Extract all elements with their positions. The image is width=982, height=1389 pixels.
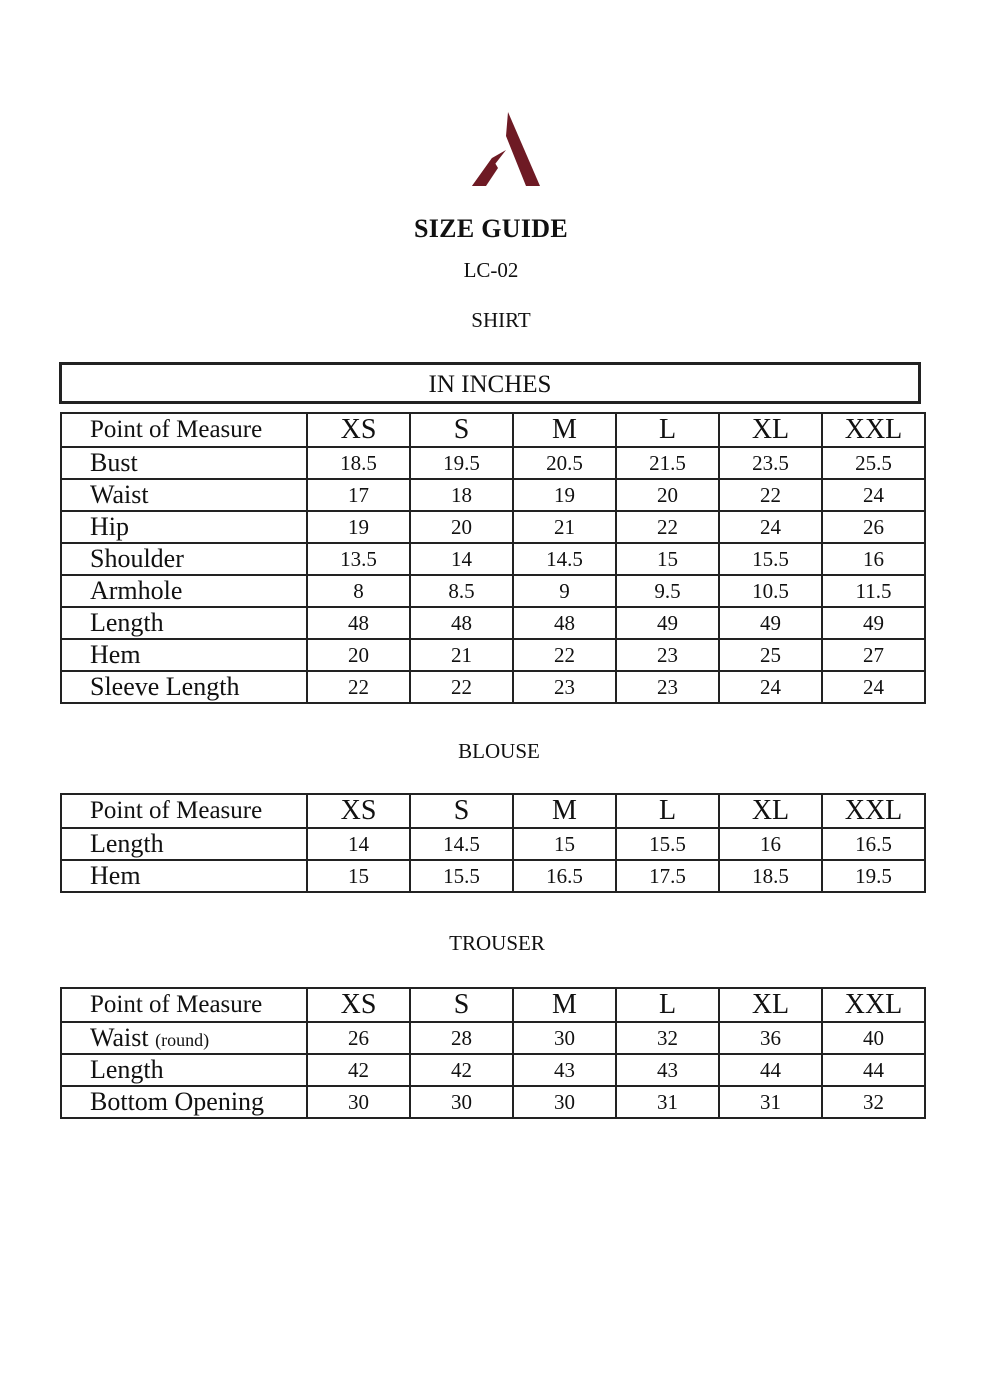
size-header: XL [719,413,822,447]
measure-value: 42 [307,1054,410,1086]
table-row [61,639,925,671]
table-header-row [61,988,925,1022]
units-banner: IN INCHES [59,362,921,404]
measure-value: 14.5 [513,543,616,575]
measure-value: 24 [822,671,925,703]
measure-value: 44 [822,1054,925,1086]
table-row [61,575,925,607]
measure-value: 19 [307,511,410,543]
table-row [61,1054,925,1086]
measure-value: 16 [822,543,925,575]
measure-value: 16.5 [513,860,616,892]
measure-value: 23 [616,671,719,703]
measure-value: 32 [822,1086,925,1118]
measure-name [61,860,307,892]
size-header: M [513,794,616,828]
size-header: XL [719,794,822,828]
measure-label: Waist [90,480,149,509]
measure-value: 15.5 [616,828,719,860]
table-row [61,543,925,575]
header-point-of-measure: Point of Measure [61,413,307,447]
size-header: L [616,988,719,1022]
measure-value: 19 [513,479,616,511]
measure-value: 20 [616,479,719,511]
measure-value: 22 [307,671,410,703]
measure-value: 20 [307,639,410,671]
measure-label: Length [90,608,164,637]
measure-value: 23.5 [719,447,822,479]
measure-value: 24 [719,671,822,703]
measure-label: Sleeve Length [90,672,240,701]
section-label-blouse: BLOUSE [458,739,540,763]
measure-value: 14 [307,828,410,860]
measure-value: 15.5 [410,860,513,892]
measure-value: 15 [513,828,616,860]
measure-name [61,575,307,607]
measure-value: 19.5 [410,447,513,479]
measure-value: 44 [719,1054,822,1086]
size-header: XS [307,988,410,1022]
measure-value: 15 [616,543,719,575]
table-row [61,828,925,860]
size-header: L [616,794,719,828]
a-monogram-logo-icon [470,110,542,188]
measure-value: 9.5 [616,575,719,607]
measure-label: Waist [90,1023,149,1052]
measure-value: 30 [307,1086,410,1118]
table-row [61,1022,925,1054]
measure-value: 48 [513,607,616,639]
measure-value: 24 [822,479,925,511]
measure-name [61,828,307,860]
measure-value: 14.5 [410,828,513,860]
table-row [61,860,925,892]
blouse-size-table [60,793,926,893]
measure-label: Length [90,1055,164,1084]
section-label-shirt: SHIRT [471,308,531,332]
measure-value: 31 [719,1086,822,1118]
measure-value: 22 [719,479,822,511]
measure-value: 28 [410,1022,513,1054]
measure-value: 15 [307,860,410,892]
shirt-size-table [60,412,926,704]
size-header: L [616,413,719,447]
table-row [61,607,925,639]
table-row [61,479,925,511]
measure-label: Armhole [90,576,183,605]
size-header: XXL [822,988,925,1022]
table-row [61,671,925,703]
measure-value: 25 [719,639,822,671]
measure-label: Bust [90,448,138,477]
measure-value: 22 [616,511,719,543]
measure-value: 20.5 [513,447,616,479]
measure-label: Length [90,829,164,858]
header-point-of-measure: Point of Measure [61,794,307,828]
measure-value: 48 [307,607,410,639]
measure-value: 17.5 [616,860,719,892]
measure-value: 18.5 [307,447,410,479]
measure-value: 19.5 [822,860,925,892]
measure-value: 10.5 [719,575,822,607]
table-header-row [61,413,925,447]
measure-value: 30 [513,1022,616,1054]
measure-label: Hem [90,640,141,669]
page-title: SIZE GUIDE [414,214,568,243]
measure-value: 9 [513,575,616,607]
measure-name [61,543,307,575]
measure-value: 14 [410,543,513,575]
section-label-trouser: TROUSER [449,931,545,955]
size-header: XS [307,794,410,828]
size-header: M [513,413,616,447]
measure-name [61,639,307,671]
measure-value: 27 [822,639,925,671]
measure-value: 31 [616,1086,719,1118]
measure-value: 25.5 [822,447,925,479]
size-header: XXL [822,794,925,828]
measure-value: 16 [719,828,822,860]
measure-value: 21 [513,511,616,543]
size-header: XXL [822,413,925,447]
measure-value: 40 [822,1022,925,1054]
measure-value: 23 [616,639,719,671]
measure-name [61,511,307,543]
measure-value: 36 [719,1022,822,1054]
measure-value: 43 [616,1054,719,1086]
measure-value: 32 [616,1022,719,1054]
measure-value: 13.5 [307,543,410,575]
measure-label: Shoulder [90,544,184,573]
table-header-row [61,794,925,828]
measure-value: 15.5 [719,543,822,575]
table-row [61,511,925,543]
measure-value: 43 [513,1054,616,1086]
product-code: LC-02 [463,258,519,282]
measure-label: Hem [90,861,141,890]
measure-name [61,607,307,639]
table-row [61,447,925,479]
measure-value: 20 [410,511,513,543]
measure-value: 8 [307,575,410,607]
header-point-of-measure: Point of Measure [61,988,307,1022]
measure-value: 30 [513,1086,616,1118]
measure-value: 48 [410,607,513,639]
trouser-size-table [60,987,926,1119]
measure-value: 49 [719,607,822,639]
measure-value: 21 [410,639,513,671]
measure-value: 49 [616,607,719,639]
measure-value: 26 [822,511,925,543]
measure-value: 22 [410,671,513,703]
measure-name [61,1054,307,1086]
size-header: XL [719,988,822,1022]
measure-name [61,479,307,511]
size-header: S [410,794,513,828]
measure-value: 11.5 [822,575,925,607]
measure-value: 21.5 [616,447,719,479]
measure-value: 23 [513,671,616,703]
size-header: XS [307,413,410,447]
measure-label: Hip [90,512,129,541]
size-header: S [410,413,513,447]
measure-value: 22 [513,639,616,671]
measure-value: 18.5 [719,860,822,892]
measure-name [61,447,307,479]
measure-value: 24 [719,511,822,543]
measure-label: Bottom Opening [90,1087,265,1116]
measure-value: 8.5 [410,575,513,607]
measure-value: 30 [410,1086,513,1118]
measure-note: (round) [155,1030,210,1050]
measure-value: 26 [307,1022,410,1054]
measure-name [61,1086,307,1118]
size-header: S [410,988,513,1022]
measure-value: 16.5 [822,828,925,860]
measure-value: 17 [307,479,410,511]
size-header: M [513,988,616,1022]
table-row [61,1086,925,1118]
measure-name [61,1022,307,1054]
measure-value: 49 [822,607,925,639]
measure-name [61,671,307,703]
measure-value: 18 [410,479,513,511]
measure-value: 42 [410,1054,513,1086]
